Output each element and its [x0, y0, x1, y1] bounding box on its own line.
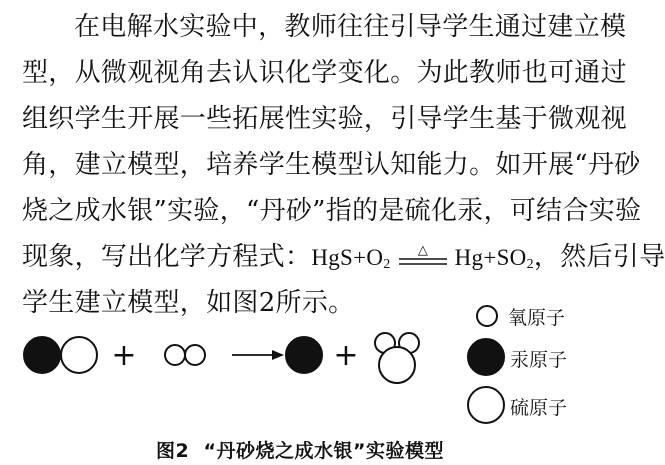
reactant-subscript: 2 — [383, 257, 391, 272]
chemical-equation — [311, 245, 534, 270]
paragraph-line-1: 在电解水实验中，教师往往引导学生通过建立模 — [74, 12, 627, 42]
legend-oxygen-swatch — [477, 306, 497, 326]
hgs-molecule — [24, 337, 97, 373]
paragraph-line-6 — [22, 234, 665, 280]
sulfur-atom — [61, 337, 97, 373]
legend-label-oxygen: 氧原子 — [508, 307, 566, 329]
o2-molecule — [165, 345, 205, 365]
figure-title: “丹砂烧之成水银”实验模型 — [203, 440, 444, 462]
body-paragraph — [22, 4, 665, 326]
equation-outro: ，然后引导 — [533, 242, 665, 272]
reaction-arrow — [232, 350, 284, 360]
equation-intro: 现象，写出化学方程式： — [22, 242, 312, 272]
oxygen-atom — [165, 345, 185, 365]
equation-products: Hg+SO — [454, 245, 527, 270]
so2-molecule — [375, 333, 419, 383]
mercury-atom — [286, 337, 322, 373]
legend-label-sulfur: 硫原子 — [510, 397, 568, 419]
paragraph-line-3: 组织学生开展一些拓展性实验，引导学生基于微观视 — [22, 104, 627, 134]
figure-number: 图2 — [156, 440, 190, 462]
legend-mercury-swatch — [468, 339, 504, 375]
product-subscript: 2 — [526, 257, 534, 272]
paragraph-line-4: 角，建立模型，培养学生模型认知能力。如开展“丹砂 — [22, 150, 641, 180]
equation-reactants: HgS+O — [311, 245, 384, 270]
figure-caption — [0, 436, 600, 463]
legend-sulfur-swatch — [468, 387, 504, 423]
oxygen-atom — [185, 345, 205, 365]
heating-condition — [397, 241, 449, 271]
heat-triangle-symbol: △ — [417, 243, 428, 258]
plus-sign-2: + — [333, 338, 359, 373]
paragraph-line-2: 型，从微观视角去认识化学变化。为此教师也可通过 — [22, 58, 627, 88]
mercury-atom — [24, 337, 60, 373]
sulfur-atom — [379, 347, 415, 383]
paragraph-line-5: 烧之成水银”实验，“丹砂”指的是硫化汞，可结合实验 — [22, 196, 642, 226]
legend-label-mercury: 汞原子 — [510, 349, 568, 371]
plus-sign-1: + — [111, 338, 137, 373]
paragraph-line-7: 学生建立模型，如图2所示。 — [22, 288, 355, 318]
legend — [468, 306, 504, 423]
